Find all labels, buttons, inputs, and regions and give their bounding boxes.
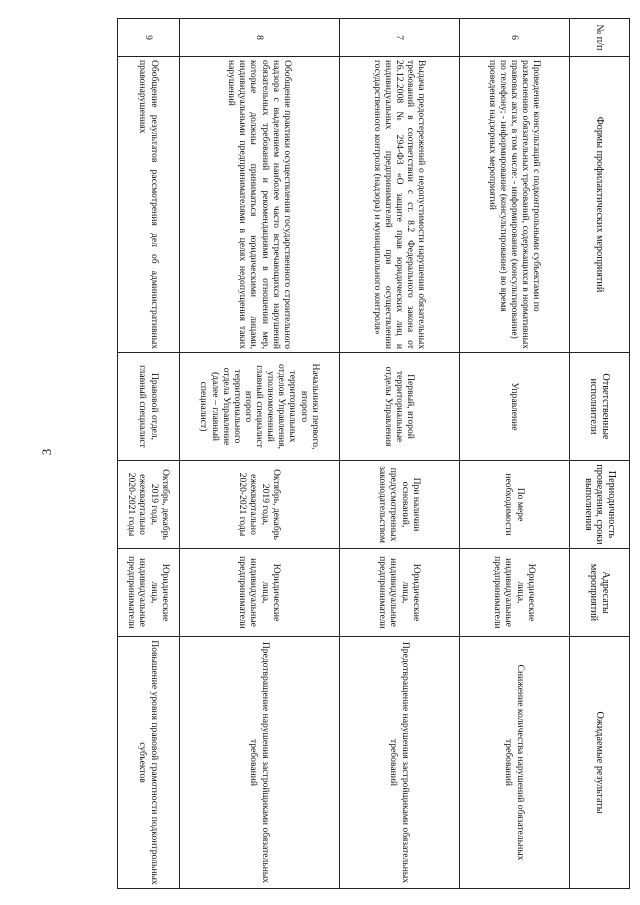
table-row [118, 19, 180, 889]
row-executors: Правовой отдел, главный специалист [118, 353, 180, 461]
header-addressees: Адресаты мероприятий [570, 549, 630, 637]
page-number: 3 [39, 448, 54, 456]
header-forms: Формы профилактических мероприятий [570, 57, 630, 353]
prevention-measures-table [117, 18, 630, 889]
header-executors: Ответственные исполнители [570, 353, 630, 461]
rotated-table-container [118, 18, 630, 888]
row-number: 9 [118, 19, 180, 57]
row-number: 8 [180, 19, 340, 57]
row-addressees: Юридические лица, индивидуальные предприниматели [118, 549, 180, 637]
row-period: Октябрь, декабрь 2019 года, ежеквартально 2020-2021 годы [118, 461, 180, 549]
table-row [460, 19, 570, 889]
row-forms: Выдача предостережений о недопустимости нарушения обязательных требований в соответствии с ст. 8.2 Федерального закона от 26.12.2008 № 294-ФЗ «О защите прав юридических лиц и индивидуальных предпринимателей при осуществлении государственного контроля (надзора) и муниципального контроля» [340, 57, 460, 353]
row-period: При наличии оснований, предусмотренных законодательством [340, 461, 460, 549]
row-addressees: Юридические лица, индивидуальные предприниматели [180, 549, 340, 637]
row-forms: Обобщение практики осуществления государственного строительного надзора с выделением наиболее часто встречающихся нарушений обязательных требований и рекомендациями в отношении мер, которые должны приниматься юридическими лицами, индивидуальными предпринимателями в целях недопущения таких нарушений [180, 57, 340, 353]
row-addressees: Юридические лица, индивидуальные предприниматели [340, 549, 460, 637]
row-results: Предотвращение нарушения застройщиками обязательных требований [180, 637, 340, 889]
row-number: 6 [460, 19, 570, 57]
row-forms: Обобщение результатов рассмотрения дел об административных правонарушениях [118, 57, 180, 353]
row-period: По мере необходимости [460, 461, 570, 549]
row-number: 7 [340, 19, 460, 57]
header-period: Периодичность проведения, сроки выполнения [570, 461, 630, 549]
row-executors: Управление [460, 353, 570, 461]
header-row [570, 19, 630, 889]
row-forms: Проведение консультаций с подконтрольными субъектами по разъяснению обязательных требований, содержащихся в нормативных правовых актах, в том числе: - информирование (консультирование) по телефону; - информирование (консультирование) во время проведения надзорных мероприятий [460, 57, 570, 353]
table-row [340, 19, 460, 889]
row-results: Снижение количества нарушений обязательных требований [460, 637, 570, 889]
row-results: Повышение уровня правовой грамотности подконтрольных субъектов [118, 637, 180, 889]
row-results: Предотвращение нарушения застройщиками обязательных требований [340, 637, 460, 889]
row-executors: Первый, второй территориальные отделы Управления [340, 353, 460, 461]
row-executors: Начальники первого, второго территориальных отделов Управления, уполномоченный главный специалист второго территориального отдела Управление (далее – главный специалист) [180, 353, 340, 461]
row-addressees: Юридические лица, индивидуальные предприниматели [460, 549, 570, 637]
header-results: Ожидаемые результаты [570, 637, 630, 889]
row-period: Октябрь, декабрь 2019 года, ежеквартально 2020-2021 годы [180, 461, 340, 549]
header-num: № п/п [570, 19, 630, 57]
table-row [180, 19, 340, 889]
